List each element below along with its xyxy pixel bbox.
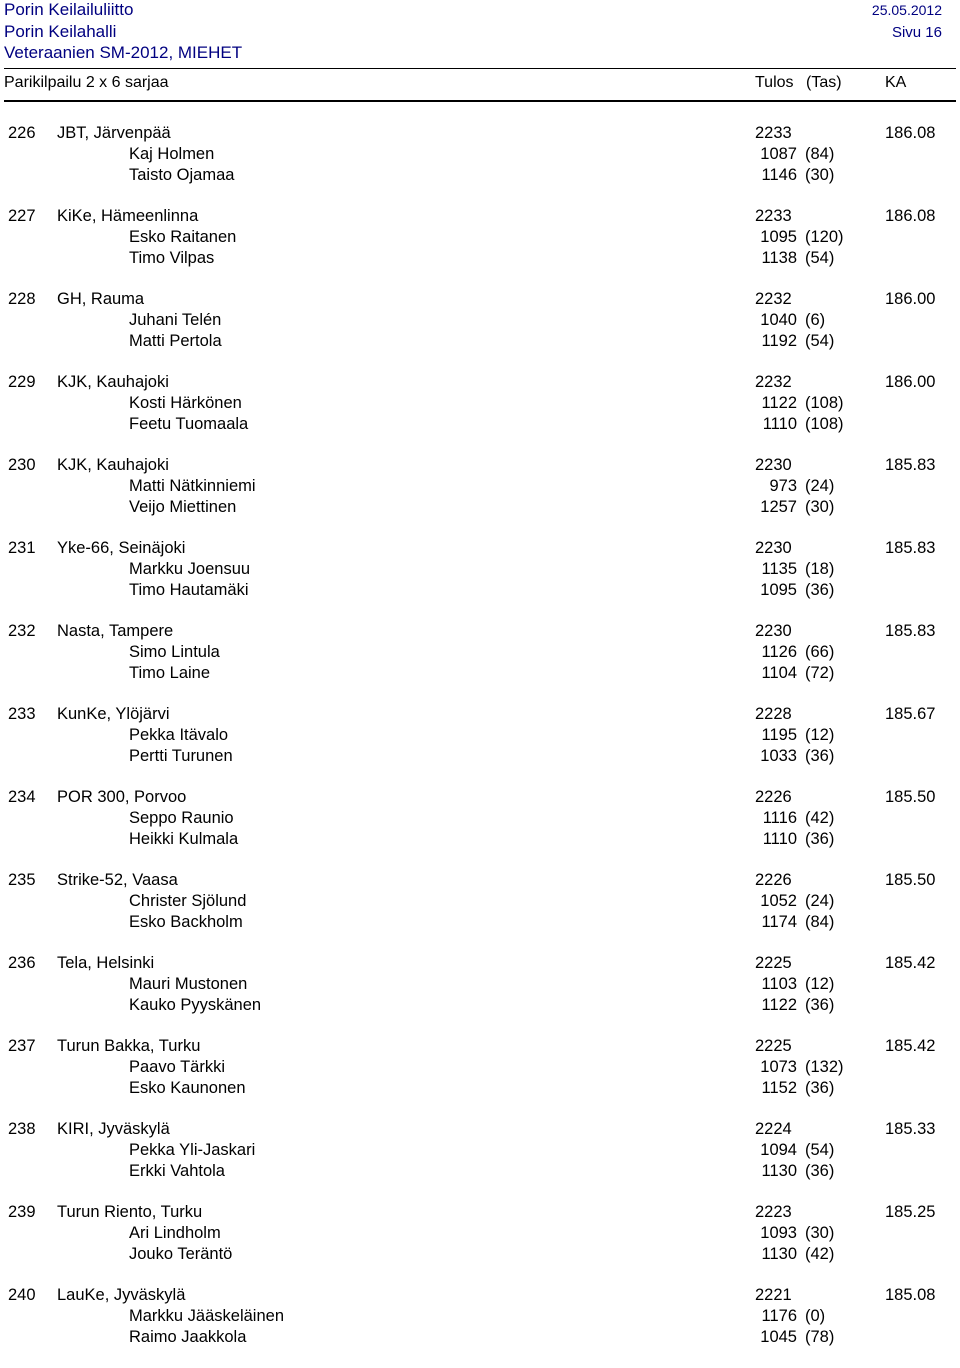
player-handicap: (36)	[805, 581, 835, 599]
player-handicap: (42)	[805, 1245, 835, 1263]
player-handicap: (18)	[805, 560, 835, 578]
team-name: Yke-66, Seinäjoki	[57, 539, 186, 557]
team-row	[0, 372, 960, 393]
player-score: 1095	[760, 581, 797, 599]
result-column-label: Tulos	[755, 74, 794, 91]
team-average: 186.08	[885, 207, 936, 225]
team-name: LauKe, Jyväskylä	[57, 1286, 186, 1304]
team-total: 2225	[755, 954, 792, 972]
team-name: KIRI, Jyväskylä	[57, 1120, 170, 1138]
team-average: 185.83	[885, 539, 936, 557]
player-score: 1073	[760, 1058, 797, 1076]
player-score: 1176	[761, 1307, 797, 1325]
player-handicap: (42)	[805, 809, 835, 827]
results-list	[0, 123, 960, 1368]
team-total: 2230	[755, 539, 792, 557]
player-handicap: (0)	[805, 1307, 826, 1325]
team-average: 185.08	[885, 1286, 936, 1304]
team-rank: 234	[8, 788, 36, 806]
team-average: 185.50	[885, 871, 936, 889]
team-row	[0, 289, 960, 310]
team-entry	[0, 289, 960, 372]
player-score: 1152	[761, 1079, 797, 1097]
team-name: GH, Rauma	[57, 290, 145, 308]
team-entry	[0, 372, 960, 455]
player-score: 1033	[760, 747, 797, 765]
team-row	[0, 206, 960, 227]
player-score: 1122	[761, 394, 797, 412]
team-total: 2230	[755, 622, 792, 640]
player-score: 1052	[760, 892, 797, 910]
player-handicap: (24)	[805, 892, 835, 910]
player-score: 1130	[761, 1162, 797, 1180]
player-row	[0, 331, 960, 352]
team-row	[0, 455, 960, 476]
team-rank: 230	[8, 456, 36, 474]
player-name: Markku Jääskeläinen	[129, 1307, 284, 1325]
player-score: 1138	[761, 249, 797, 267]
player-row	[0, 144, 960, 165]
player-row	[0, 642, 960, 663]
team-entry	[0, 455, 960, 538]
player-name: Matti Pertola	[129, 332, 222, 350]
team-average: 185.33	[885, 1120, 936, 1138]
player-score: 1135	[761, 560, 797, 578]
team-entry	[0, 1285, 960, 1368]
competition-label: Parikilpailu 2 x 6 sarjaa	[4, 74, 169, 91]
team-total: 2228	[755, 705, 792, 723]
player-row	[0, 1161, 960, 1182]
team-rank: 232	[8, 622, 36, 640]
team-rank: 235	[8, 871, 36, 889]
player-name: Taisto Ojamaa	[129, 166, 235, 184]
player-name: Mauri Mustonen	[129, 975, 248, 993]
column-header	[0, 74, 960, 96]
player-row	[0, 559, 960, 580]
player-score: 1130	[761, 1245, 797, 1263]
player-handicap: (84)	[805, 145, 835, 163]
player-handicap: (36)	[805, 1079, 835, 1097]
player-score: 1087	[760, 145, 797, 163]
player-name: Timo Laine	[129, 664, 211, 682]
team-rank: 233	[8, 705, 36, 723]
player-row	[0, 1327, 960, 1348]
player-name: Pekka Itävalo	[129, 726, 229, 744]
team-average: 186.00	[885, 373, 936, 391]
player-row	[0, 393, 960, 414]
player-score: 1146	[761, 166, 797, 184]
player-name: Veijo Miettinen	[129, 498, 237, 516]
team-name: Strike-52, Vaasa	[57, 871, 178, 889]
player-name: Paavo Tärkki	[129, 1058, 225, 1076]
player-handicap: (54)	[805, 249, 835, 267]
team-rank: 227	[8, 207, 36, 225]
player-score: 973	[769, 477, 797, 495]
player-name: Kaj Holmen	[129, 145, 215, 163]
player-row	[0, 476, 960, 497]
team-rank: 237	[8, 1037, 36, 1055]
player-handicap: (30)	[805, 166, 835, 184]
team-total: 2226	[755, 788, 792, 806]
team-row	[0, 538, 960, 559]
player-handicap: (24)	[805, 477, 835, 495]
team-average: 185.50	[885, 788, 936, 806]
team-rank: 239	[8, 1203, 36, 1221]
team-rank: 240	[8, 1286, 36, 1304]
handicap-column-label: (Tas)	[806, 74, 842, 91]
player-name: Christer Sjölund	[129, 892, 247, 910]
player-row	[0, 1078, 960, 1099]
player-row	[0, 829, 960, 850]
player-score: 1040	[760, 311, 797, 329]
player-name: Juhani Telén	[129, 311, 222, 329]
team-entry	[0, 953, 960, 1036]
player-handicap: (12)	[805, 975, 835, 993]
team-entry	[0, 704, 960, 787]
player-name: Timo Hautamäki	[129, 581, 249, 599]
player-row	[0, 580, 960, 601]
player-handicap: (36)	[805, 1162, 835, 1180]
player-name: Simo Lintula	[129, 643, 220, 661]
team-average: 185.67	[885, 705, 936, 723]
player-score: 1122	[761, 996, 797, 1014]
player-row	[0, 974, 960, 995]
page-number: Sivu 16	[891, 24, 942, 41]
team-entry	[0, 1119, 960, 1202]
team-name: KunKe, Ylöjärvi	[57, 705, 170, 723]
player-handicap: (120)	[805, 228, 844, 246]
player-score: 1094	[760, 1141, 797, 1159]
player-row	[0, 725, 960, 746]
team-entry	[0, 1202, 960, 1285]
team-rank: 228	[8, 290, 36, 308]
team-average: 185.25	[885, 1203, 936, 1221]
team-total: 2233	[755, 207, 792, 225]
player-row	[0, 248, 960, 269]
player-handicap: (66)	[805, 643, 835, 661]
player-score: 1195	[761, 726, 797, 744]
team-rank: 236	[8, 954, 36, 972]
team-entry	[0, 621, 960, 704]
team-entry	[0, 787, 960, 870]
team-total: 2233	[755, 124, 792, 142]
team-average: 186.08	[885, 124, 936, 142]
player-row	[0, 808, 960, 829]
player-name: Matti Nätkinniemi	[129, 477, 256, 495]
team-row	[0, 704, 960, 725]
player-handicap: (78)	[805, 1328, 835, 1346]
team-average: 185.42	[885, 1037, 936, 1055]
team-name: Turun Riento, Turku	[57, 1203, 203, 1221]
team-name: KJK, Kauhajoki	[57, 456, 169, 474]
player-row	[0, 891, 960, 912]
player-handicap: (12)	[805, 726, 835, 744]
team-name: KiKe, Hämeenlinna	[57, 207, 199, 225]
player-score: 1257	[760, 498, 797, 516]
player-row	[0, 663, 960, 684]
player-row	[0, 746, 960, 767]
team-entry	[0, 538, 960, 621]
player-handicap: (72)	[805, 664, 835, 682]
player-score: 1110	[762, 415, 797, 433]
player-row	[0, 310, 960, 331]
team-total: 2232	[755, 373, 792, 391]
player-handicap: (6)	[805, 311, 826, 329]
team-entry	[0, 870, 960, 953]
team-rank: 238	[8, 1120, 36, 1138]
team-entry	[0, 1036, 960, 1119]
player-row	[0, 1244, 960, 1265]
player-row	[0, 1057, 960, 1078]
player-handicap: (30)	[805, 498, 835, 516]
team-average: 185.42	[885, 954, 936, 972]
player-name: Raimo Jaakkola	[129, 1328, 247, 1346]
player-row	[0, 912, 960, 933]
team-total: 2225	[755, 1037, 792, 1055]
team-name: POR 300, Porvoo	[57, 788, 187, 806]
player-name: Timo Vilpas	[129, 249, 215, 267]
player-row	[0, 227, 960, 248]
team-row	[0, 123, 960, 144]
player-score: 1126	[761, 643, 797, 661]
player-row	[0, 414, 960, 435]
team-average: 186.00	[885, 290, 936, 308]
team-row	[0, 1202, 960, 1223]
team-name: Turun Bakka, Turku	[57, 1037, 201, 1055]
team-total: 2221	[755, 1286, 792, 1304]
player-handicap: (108)	[805, 394, 844, 412]
player-name: Pertti Turunen	[129, 747, 233, 765]
player-score: 1116	[762, 809, 797, 827]
player-row	[0, 1223, 960, 1244]
team-row	[0, 1036, 960, 1057]
player-name: Kauko Pyyskänen	[129, 996, 262, 1014]
team-total: 2223	[755, 1203, 792, 1221]
team-rank: 229	[8, 373, 36, 391]
player-name: Esko Raitanen	[129, 228, 237, 246]
team-rank: 231	[8, 539, 36, 557]
report-date: 25.05.2012	[871, 2, 942, 18]
team-row	[0, 787, 960, 808]
player-handicap: (54)	[805, 1141, 835, 1159]
player-name: Ari Lindholm	[129, 1224, 221, 1242]
player-row	[0, 165, 960, 186]
player-name: Feetu Tuomaala	[129, 415, 249, 433]
player-handicap: (36)	[805, 830, 835, 848]
player-row	[0, 497, 960, 518]
player-name: Heikki Kulmala	[129, 830, 239, 848]
team-average: 185.83	[885, 456, 936, 474]
team-name: Nasta, Tampere	[57, 622, 174, 640]
player-score: 1045	[760, 1328, 797, 1346]
team-average: 185.83	[885, 622, 936, 640]
player-name: Seppo Raunio	[129, 809, 234, 827]
player-score: 1192	[761, 332, 797, 350]
team-total: 2230	[755, 456, 792, 474]
average-column-label: KA	[885, 74, 907, 91]
team-name: Tela, Helsinki	[57, 954, 155, 972]
player-row	[0, 1140, 960, 1161]
player-score: 1103	[761, 975, 797, 993]
team-row	[0, 1285, 960, 1306]
team-total: 2232	[755, 290, 792, 308]
player-handicap: (30)	[805, 1224, 835, 1242]
player-handicap: (132)	[805, 1058, 844, 1076]
team-row	[0, 870, 960, 891]
player-name: Markku Joensuu	[129, 560, 251, 578]
header-divider	[4, 68, 956, 69]
player-handicap: (108)	[805, 415, 844, 433]
player-handicap: (36)	[805, 747, 835, 765]
player-row	[0, 1306, 960, 1327]
team-rank: 226	[8, 124, 36, 142]
team-entry	[0, 123, 960, 206]
organization-title: Porin Keilailuliitto	[4, 0, 134, 19]
team-row	[0, 1119, 960, 1140]
player-name: Pekka Yli-Jaskari	[129, 1141, 256, 1159]
venue-title: Porin Keilahalli	[4, 22, 117, 41]
player-name: Erkki Vahtola	[129, 1162, 225, 1180]
team-total: 2226	[755, 871, 792, 889]
column-header-divider	[4, 100, 956, 102]
player-name: Kosti Härkönen	[129, 394, 242, 412]
team-name: KJK, Kauhajoki	[57, 373, 169, 391]
player-name: Jouko Teräntö	[129, 1245, 233, 1263]
player-score: 1093	[760, 1224, 797, 1242]
player-score: 1095	[760, 228, 797, 246]
player-score: 1174	[761, 913, 797, 931]
team-name: JBT, Järvenpää	[57, 124, 171, 142]
event-title: Veteraanien SM-2012, MIEHET	[4, 43, 243, 62]
player-score: 1110	[762, 830, 797, 848]
player-name: Esko Kaunonen	[129, 1079, 246, 1097]
player-handicap: (36)	[805, 996, 835, 1014]
player-handicap: (54)	[805, 332, 835, 350]
team-total: 2224	[755, 1120, 792, 1138]
player-row	[0, 995, 960, 1016]
team-row	[0, 621, 960, 642]
player-score: 1104	[761, 664, 797, 682]
player-name: Esko Backholm	[129, 913, 243, 931]
player-handicap: (84)	[805, 913, 835, 931]
team-entry	[0, 206, 960, 289]
team-row	[0, 953, 960, 974]
